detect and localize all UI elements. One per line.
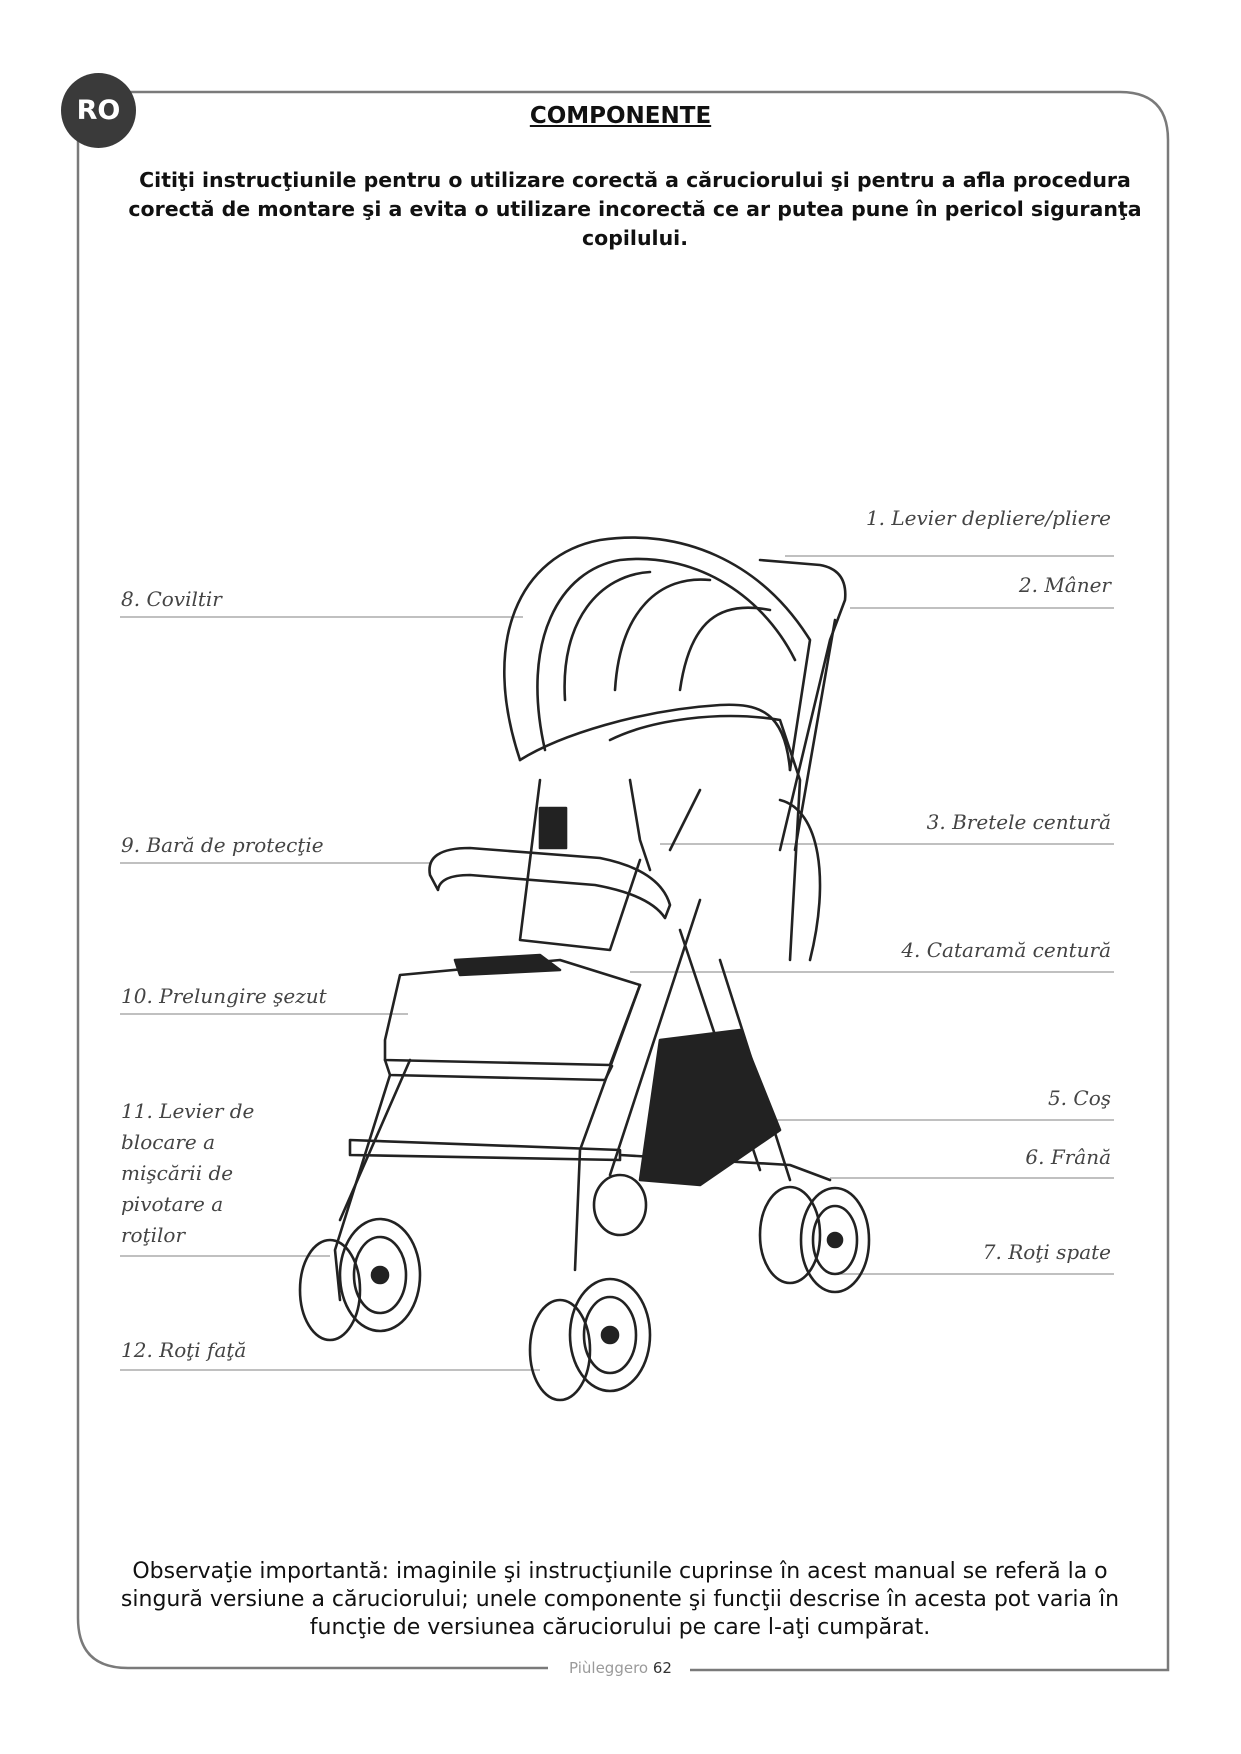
label-swivel-lock-lever: 11. Levier de blocare a mişcării de pivotare a roţilor	[121, 1099, 255, 1247]
label-bumper-bar: 9. Bară de protecţie	[121, 833, 324, 857]
label-handle: 2. Mâner	[1018, 573, 1111, 597]
label-seat-extension: 10. Prelungire şezut	[121, 984, 327, 1008]
label-folding-lever: 1. Levier depliere/pliere	[865, 506, 1111, 530]
label-harness-straps: 3. Bretele centură	[926, 810, 1111, 834]
page-footer	[0, 1659, 1241, 1677]
label-front-wheels: 12. Roţi faţă	[121, 1338, 247, 1362]
label-brake: 6. Frână	[1025, 1145, 1111, 1169]
stroller-drawing	[300, 538, 869, 1400]
page-number: 62	[652, 1659, 672, 1677]
label-canopy: 8. Coviltir	[121, 587, 222, 611]
footer-brand: Piùleggero	[569, 1659, 649, 1677]
important-note: Observaţie importantă: imaginile şi instrucţiunile cuprinse în acest manual se referă la o singură versiune a căruciorului; unele componente şi funcţii descrise în acesta pot varia în funcţie de versiunea căruciorului pe care l-aţi cumpărat.	[120, 1559, 1120, 1640]
label-rear-wheels: 7. Roţi spate	[982, 1240, 1111, 1264]
intro-text: Citiţi instrucţiunile pentru o utilizare corectă a căruciorului şi pentru a afla procedura corectă de montare şi a evita o utilizare incorectă ce ar putea pune în pericol siguranţa copilului.	[128, 168, 1142, 250]
label-basket: 5. Coş	[1047, 1086, 1111, 1110]
page-title-text: COMPONENTE	[529, 103, 712, 129]
label-harness-buckle: 4. Cataramă centură	[901, 938, 1111, 962]
language-badge: RO	[61, 73, 136, 148]
